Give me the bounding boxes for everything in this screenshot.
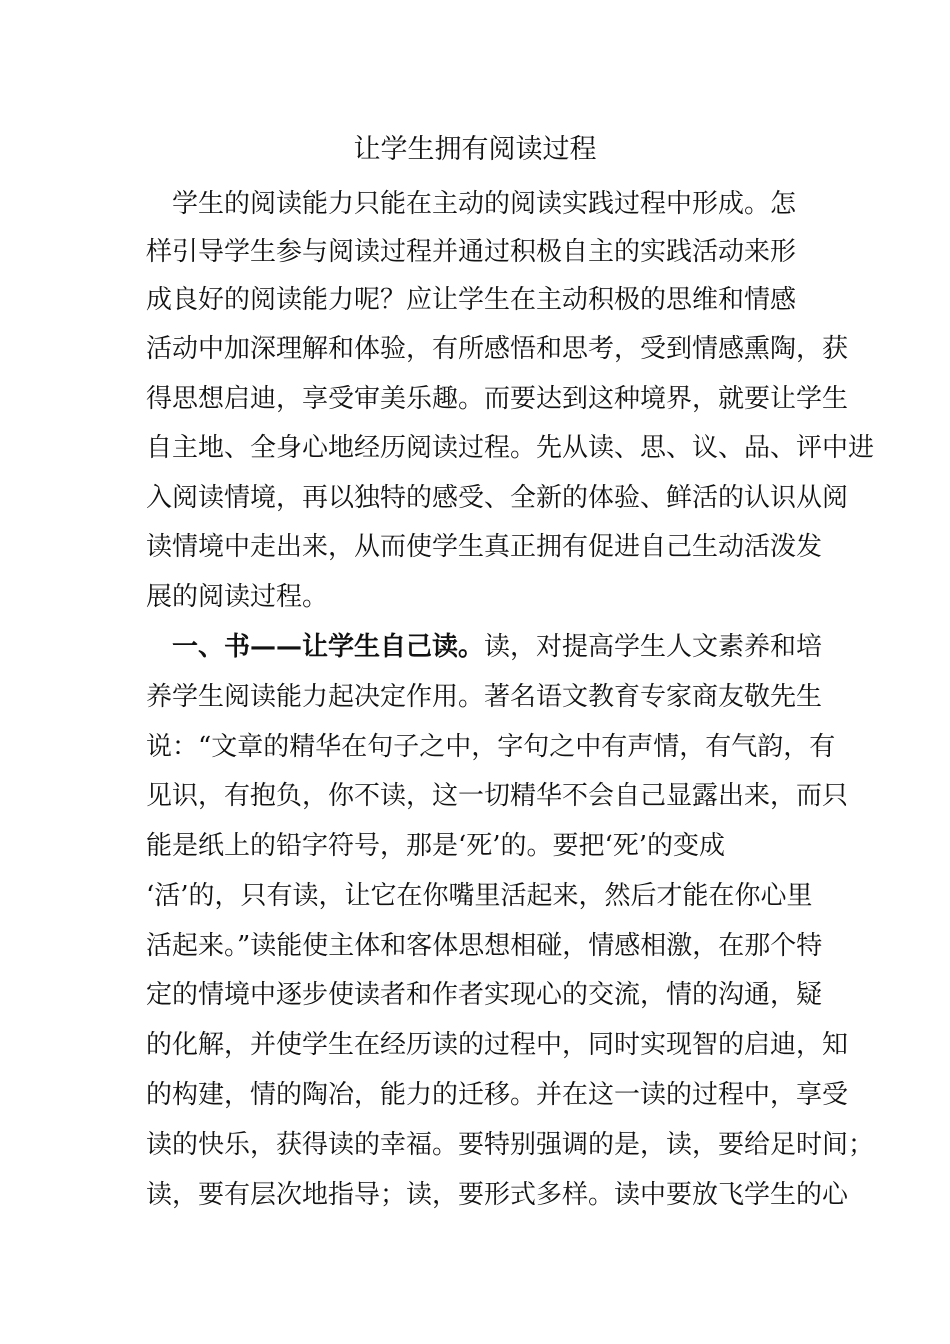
section-heading: 一、书——让学生自己读。 — [146, 632, 485, 662]
paragraph-line: 养学生阅读能力起决定作用。著名语文教育专家商友敬先生 — [146, 682, 823, 712]
section-first-line-text: 读，对提高学生人文素养和培 — [484, 632, 823, 662]
paragraph-line: 活起来。”读能使主体和客体思想相碰，情感相激，在那个特 — [146, 931, 823, 961]
document-title: 让学生拥有阅读过程 — [353, 134, 597, 165]
paragraph-line: 定的情境中逐步使读者和作者实现心的交流，情的沟通，疑 — [146, 980, 823, 1010]
paragraph-line: 读，要有层次地指导；读，要形式多样。读中要放飞学生的心 — [146, 1180, 849, 1210]
section-first-line — [146, 629, 822, 665]
paragraph-line: 的构建，情的陶冶，能力的迁移。并在这一读的过程中，享受 — [146, 1080, 849, 1110]
paragraph-line: 能是纸上的铅字符号，那是‘死’的。要把‘死’的变成 — [146, 831, 726, 861]
paragraph-line: 学生的阅读能力只能在主动的阅读实践过程中形成。怎 — [146, 189, 797, 219]
paragraph-line: 的化解，并使学生在经历读的过程中，同时实现智的启迪，知 — [146, 1030, 849, 1060]
paragraph-line: 说：“文章的精华在句子之中，字句之中有声情，有气韵，有 — [146, 732, 836, 762]
paragraph-line: ‘活’的，只有读，让它在你嘴里活起来，然后才能在你心里 — [146, 881, 813, 911]
paragraph-line: 活动中加深理解和体验，有所感悟和思考，受到情感熏陶，获 — [146, 334, 849, 364]
paragraph-line: 样引导学生参与阅读过程并通过积极自主的实践活动来形 — [146, 237, 797, 267]
paragraph-line: 展的阅读过程。 — [146, 582, 329, 612]
paragraph-line: 读情境中走出来，从而使学生真正拥有促进自己生动活泼发 — [146, 532, 823, 562]
paragraph-line: 见识，有抱负，你不读，这一切精华不会自己显露出来，而只 — [146, 781, 849, 811]
paragraph-line: 读的快乐，获得读的幸福。要特别强调的是，读，要给足时间； — [146, 1130, 875, 1160]
paragraph-line: 自主地、全身心地经历阅读过程。先从读、思、议、品、评中进 — [146, 433, 875, 463]
paragraph-line: 得思想启迪，享受审美乐趣。而要达到这种境界，就要让学生 — [146, 384, 849, 414]
paragraph-line: 入阅读情境，再以独特的感受、全新的体验、鲜活的认识从阅 — [146, 483, 849, 513]
paragraph-line: 成良好的阅读能力呢？应让学生在主动积极的思维和情感 — [146, 285, 797, 315]
